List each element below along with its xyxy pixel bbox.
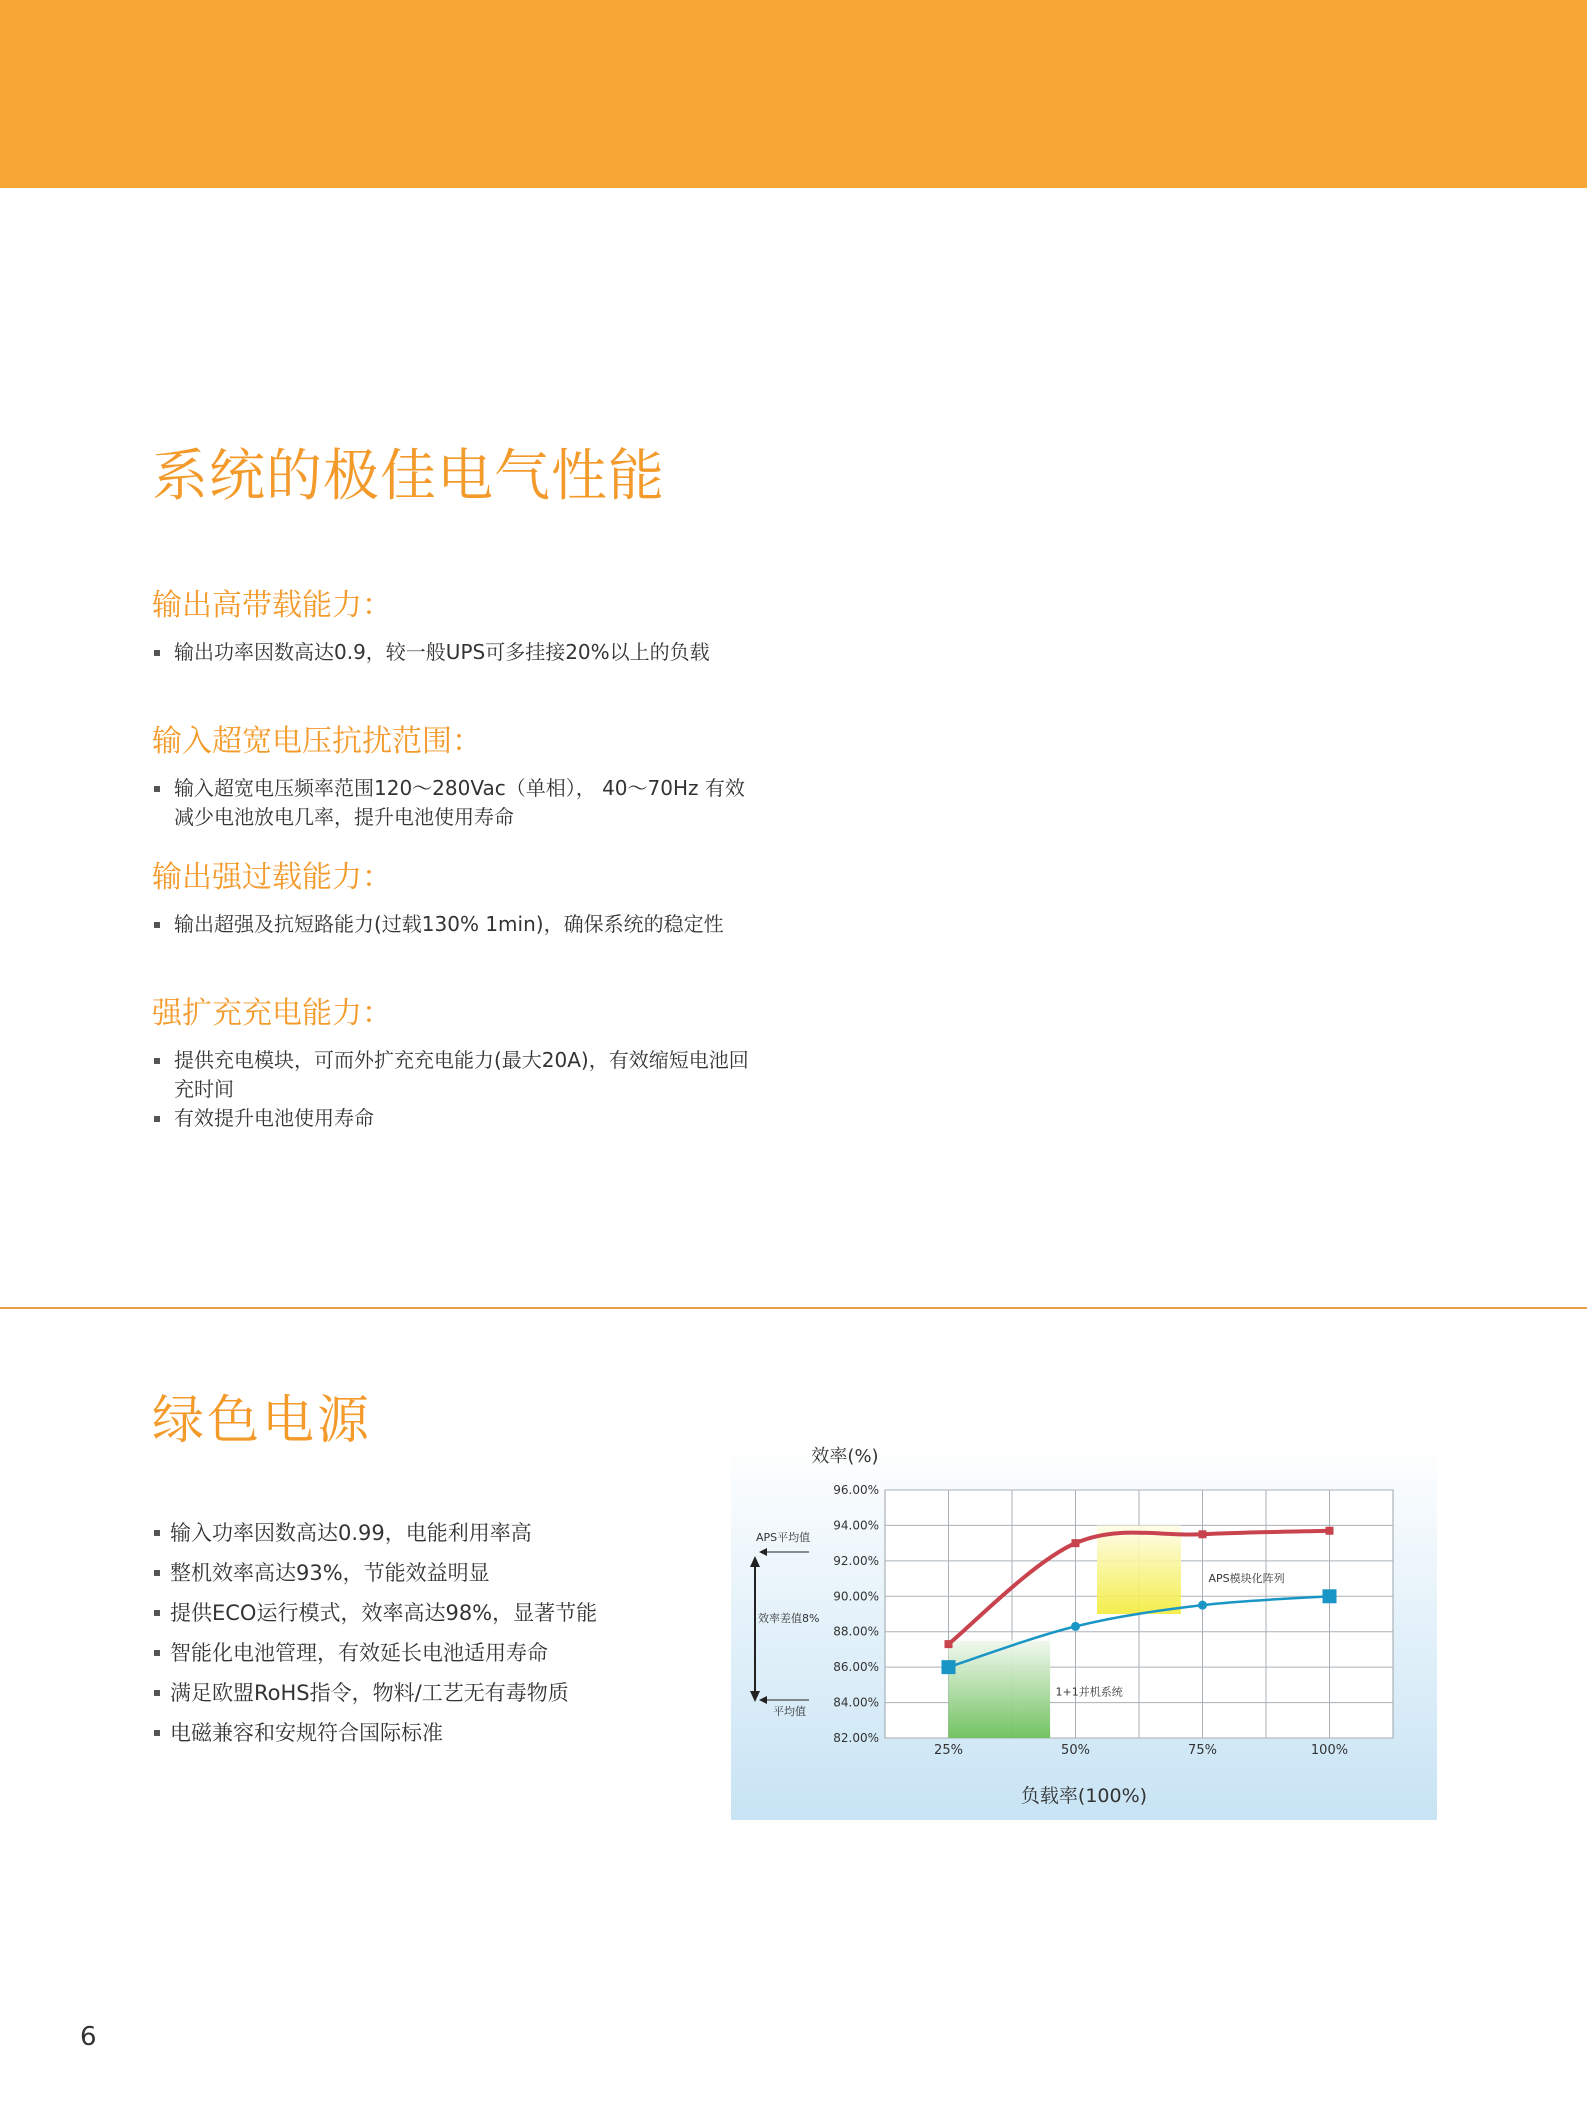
data-point-aps (1199, 1530, 1207, 1538)
efficiency-chart-svg (731, 1440, 1437, 1820)
bullet-list (152, 910, 752, 939)
series-label-parallel: 1+1并机系统 (1055, 1685, 1123, 1699)
y-tick-label: 90.00% (833, 1589, 879, 1604)
bullet-list (152, 1046, 752, 1133)
data-point-parallel (1071, 1622, 1080, 1631)
page-title: 系统的极佳电气性能 (152, 444, 665, 509)
data-point-aps (1326, 1527, 1334, 1535)
x-tick-label: 50% (1061, 1743, 1090, 1758)
data-point-aps (1072, 1539, 1080, 1547)
aps-efficiency-band (1097, 1525, 1181, 1614)
y-tick-label: 94.00% (833, 1518, 879, 1533)
annotation-average: 平均值 (773, 1705, 806, 1718)
y-tick-label: 86.00% (833, 1660, 879, 1675)
annotation-aps-average: APS平均值 (756, 1531, 811, 1544)
bullet-item: 整机效率高达93%，节能效益明显 (152, 1553, 597, 1593)
section-heading: 强扩充充电能力： (152, 996, 392, 1031)
series-label-aps: APS模块化阵列 (1208, 1572, 1285, 1586)
section-heading: 输入超宽电压抗扰范围： (152, 724, 482, 759)
section-heading: 输出高带载能力： (152, 588, 392, 623)
bullet-item: 有效提升电池使用寿命 (152, 1104, 752, 1133)
green-bullet-list (152, 1513, 597, 1753)
bullet-item: 提供ECO运行模式，效率高达98%，显著节能 (152, 1593, 597, 1633)
feature-section-charging (152, 994, 752, 1133)
bullet-item: 输入功率因数高达0.99，电能利用率高 (152, 1513, 597, 1553)
feature-section-output-load (152, 586, 752, 667)
green-power-title: 绿色电源 (152, 1391, 373, 1451)
feature-section-overload (152, 858, 752, 939)
x-tick-label: 25% (934, 1743, 963, 1758)
bullet-item: 输入超宽电压频率范围120～280Vac（单相）， 40～70Hz 有效减少电池放电几率，提升电池使用寿命 (152, 774, 752, 832)
data-point-parallel (942, 1660, 956, 1674)
chart-xlabel: 负载率(100%) (1020, 1785, 1148, 1807)
bullet-item: 输出功率因数高达0.9，较一般UPS可多挂接20%以上的负载 (152, 638, 752, 667)
bullet-item: 提供充电模块，可而外扩充充电能力(最大20A)，有效缩短电池回充时间 (152, 1046, 752, 1104)
bullet-item: 电磁兼容和安规符合国际标准 (152, 1713, 597, 1753)
bullet-list (152, 638, 752, 667)
chart-ylabel: 效率(%) (811, 1446, 879, 1467)
data-point-aps (945, 1640, 953, 1648)
parallel-efficiency-band (949, 1641, 1051, 1738)
y-tick-label: 96.00% (833, 1483, 879, 1497)
data-point-parallel (1323, 1589, 1337, 1603)
page-number: 6 (80, 2022, 97, 2052)
feature-section-input-range (152, 722, 752, 832)
annotation-efficiency-diff: 效率差值8% (758, 1612, 820, 1625)
y-tick-label: 92.00% (833, 1553, 879, 1568)
data-point-parallel (1198, 1601, 1207, 1610)
bullet-item: 满足欧盟RoHS指令，物料/工艺无有毒物质 (152, 1673, 597, 1713)
efficiency-chart (731, 1440, 1437, 1820)
section-heading: 输出强过载能力： (152, 860, 392, 895)
y-tick-label: 84.00% (833, 1695, 879, 1710)
top-banner (0, 0, 1587, 188)
y-tick-label: 88.00% (833, 1624, 879, 1639)
bullet-item: 智能化电池管理，有效延长电池适用寿命 (152, 1633, 597, 1673)
bullet-item: 输出超强及抗短路能力(过载130% 1min)，确保系统的稳定性 (152, 910, 752, 939)
bullet-list (152, 774, 752, 832)
y-tick-label: 82.00% (833, 1731, 879, 1745)
x-tick-label: 100% (1310, 1743, 1349, 1758)
section-divider (0, 1307, 1587, 1309)
x-tick-label: 75% (1188, 1743, 1217, 1758)
